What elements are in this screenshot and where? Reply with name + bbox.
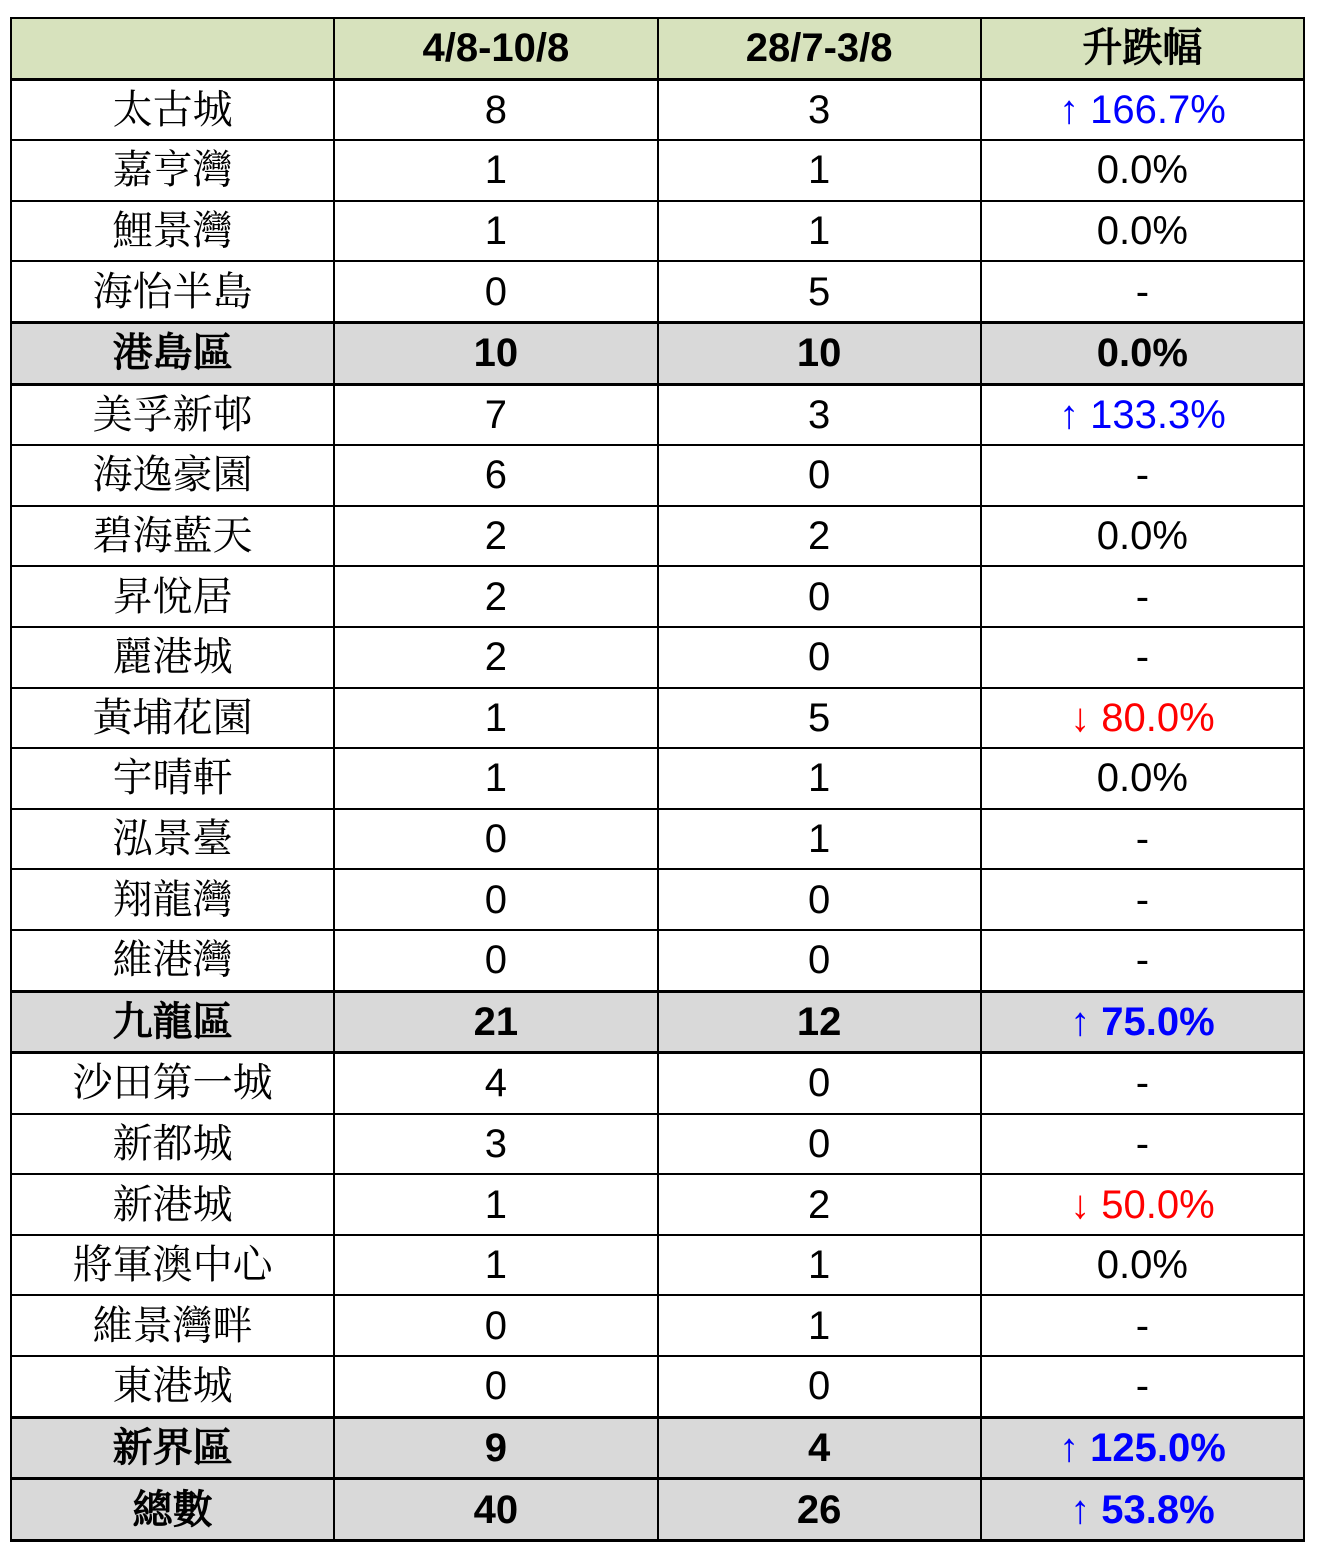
change-percent-cell: 0.0%: [981, 201, 1304, 262]
current-week-count-cell: 4: [334, 1053, 657, 1114]
table-row: [11, 809, 1304, 870]
estate-name-cell: 維港灣: [11, 930, 334, 991]
change-percent-cell: -: [981, 1356, 1304, 1417]
column-header-estate: [11, 18, 334, 79]
table-row: [11, 1479, 1304, 1541]
table-row: [11, 506, 1304, 567]
current-week-count-cell: 7: [334, 384, 657, 445]
current-week-count-cell: 9: [334, 1417, 657, 1479]
change-percent-cell: ↑ 75.0%: [981, 991, 1304, 1053]
table-row: [11, 384, 1304, 445]
change-percent-cell: 0.0%: [981, 140, 1304, 201]
previous-week-count-cell: 0: [658, 869, 981, 930]
estate-name-cell: 黃埔花園: [11, 688, 334, 749]
change-percent-cell: -: [981, 1053, 1304, 1114]
change-percent-cell: ↑ 125.0%: [981, 1417, 1304, 1479]
estate-name-cell: 沙田第一城: [11, 1053, 334, 1114]
table-row: [11, 1356, 1304, 1417]
estate-name-cell: 九龍區: [11, 991, 334, 1053]
table-row: [11, 201, 1304, 262]
change-percent-cell: 0.0%: [981, 1235, 1304, 1296]
current-week-count-cell: 1: [334, 140, 657, 201]
current-week-count-cell: 21: [334, 991, 657, 1053]
estate-name-cell: 將軍澳中心: [11, 1235, 334, 1296]
change-percent-cell: -: [981, 627, 1304, 688]
current-week-count-cell: 1: [334, 748, 657, 809]
table-row: [11, 688, 1304, 749]
estate-name-cell: 海逸豪園: [11, 445, 334, 506]
column-header-current-week: 4/8-10/8: [334, 18, 657, 79]
previous-week-count-cell: 1: [658, 201, 981, 262]
table-row: [11, 930, 1304, 991]
table-row: [11, 748, 1304, 809]
estate-name-cell: 維景灣畔: [11, 1295, 334, 1356]
current-week-count-cell: 2: [334, 566, 657, 627]
change-percent-cell: -: [981, 261, 1304, 322]
estate-name-cell: 美孚新邨: [11, 384, 334, 445]
previous-week-count-cell: 0: [658, 445, 981, 506]
current-week-count-cell: 40: [334, 1479, 657, 1541]
previous-week-count-cell: 4: [658, 1417, 981, 1479]
estate-name-cell: 海怡半島: [11, 261, 334, 322]
previous-week-count-cell: 12: [658, 991, 981, 1053]
estate-name-cell: 昇悅居: [11, 566, 334, 627]
change-percent-cell: ↓ 80.0%: [981, 688, 1304, 749]
change-percent-cell: -: [981, 869, 1304, 930]
current-week-count-cell: 0: [334, 1295, 657, 1356]
current-week-count-cell: 0: [334, 261, 657, 322]
estate-name-cell: 港島區: [11, 322, 334, 384]
table-row: [11, 140, 1304, 201]
previous-week-count-cell: 1: [658, 1235, 981, 1296]
current-week-count-cell: 10: [334, 322, 657, 384]
estate-name-cell: 鯉景灣: [11, 201, 334, 262]
change-percent-cell: -: [981, 1295, 1304, 1356]
estate-name-cell: 碧海藍天: [11, 506, 334, 567]
estate-name-cell: 太古城: [11, 79, 334, 140]
current-week-count-cell: 1: [334, 1235, 657, 1296]
current-week-count-cell: 2: [334, 627, 657, 688]
previous-week-count-cell: 2: [658, 506, 981, 567]
table-row: [11, 1053, 1304, 1114]
table-row: [11, 79, 1304, 140]
change-percent-cell: ↑ 53.8%: [981, 1479, 1304, 1541]
current-week-count-cell: 0: [334, 869, 657, 930]
table-row: [11, 1417, 1304, 1479]
table-row: [11, 869, 1304, 930]
estate-name-cell: 新界區: [11, 1417, 334, 1479]
previous-week-count-cell: 26: [658, 1479, 981, 1541]
estate-name-cell: 宇晴軒: [11, 748, 334, 809]
estate-name-cell: 新港城: [11, 1174, 334, 1235]
estate-name-cell: 東港城: [11, 1356, 334, 1417]
previous-week-count-cell: 10: [658, 322, 981, 384]
change-percent-cell: -: [981, 1114, 1304, 1175]
weekly-transactions-table: [10, 17, 1305, 1542]
change-percent-cell: 0.0%: [981, 748, 1304, 809]
change-percent-cell: ↑ 133.3%: [981, 384, 1304, 445]
change-percent-cell: 0.0%: [981, 506, 1304, 567]
table-row: [11, 261, 1304, 322]
table-header: [11, 18, 1304, 79]
change-percent-cell: 0.0%: [981, 322, 1304, 384]
change-percent-cell: ↑ 166.7%: [981, 79, 1304, 140]
column-header-change-percent: 升跌幅: [981, 18, 1304, 79]
current-week-count-cell: 6: [334, 445, 657, 506]
table-row: [11, 322, 1304, 384]
current-week-count-cell: 0: [334, 930, 657, 991]
table-row: [11, 1295, 1304, 1356]
estate-name-cell: 翔龍灣: [11, 869, 334, 930]
current-week-count-cell: 8: [334, 79, 657, 140]
current-week-count-cell: 1: [334, 1174, 657, 1235]
previous-week-count-cell: 3: [658, 79, 981, 140]
table-row: [11, 566, 1304, 627]
table-row: [11, 991, 1304, 1053]
current-week-count-cell: 2: [334, 506, 657, 567]
previous-week-count-cell: 0: [658, 1114, 981, 1175]
previous-week-count-cell: 0: [658, 627, 981, 688]
current-week-count-cell: 3: [334, 1114, 657, 1175]
previous-week-count-cell: 1: [658, 748, 981, 809]
table-row: [11, 1114, 1304, 1175]
previous-week-count-cell: 1: [658, 809, 981, 870]
change-percent-cell: -: [981, 445, 1304, 506]
current-week-count-cell: 1: [334, 201, 657, 262]
previous-week-count-cell: 1: [658, 1295, 981, 1356]
change-percent-cell: -: [981, 809, 1304, 870]
previous-week-count-cell: 0: [658, 1356, 981, 1417]
previous-week-count-cell: 5: [658, 261, 981, 322]
table-row: [11, 1235, 1304, 1296]
change-percent-cell: -: [981, 930, 1304, 991]
column-header-previous-week: 28/7-3/8: [658, 18, 981, 79]
previous-week-count-cell: 0: [658, 1053, 981, 1114]
estate-name-cell: 嘉亨灣: [11, 140, 334, 201]
previous-week-count-cell: 2: [658, 1174, 981, 1235]
estate-name-cell: 總數: [11, 1479, 334, 1541]
estate-name-cell: 麗港城: [11, 627, 334, 688]
previous-week-count-cell: 0: [658, 930, 981, 991]
table-row: [11, 445, 1304, 506]
table-row: [11, 1174, 1304, 1235]
change-percent-cell: ↓ 50.0%: [981, 1174, 1304, 1235]
header-row: [11, 18, 1304, 79]
estate-name-cell: 新都城: [11, 1114, 334, 1175]
table-body: [11, 79, 1304, 1540]
current-week-count-cell: 0: [334, 1356, 657, 1417]
previous-week-count-cell: 1: [658, 140, 981, 201]
estate-name-cell: 泓景臺: [11, 809, 334, 870]
change-percent-cell: -: [981, 566, 1304, 627]
previous-week-count-cell: 0: [658, 566, 981, 627]
current-week-count-cell: 1: [334, 688, 657, 749]
current-week-count-cell: 0: [334, 809, 657, 870]
table-row: [11, 627, 1304, 688]
previous-week-count-cell: 5: [658, 688, 981, 749]
previous-week-count-cell: 3: [658, 384, 981, 445]
